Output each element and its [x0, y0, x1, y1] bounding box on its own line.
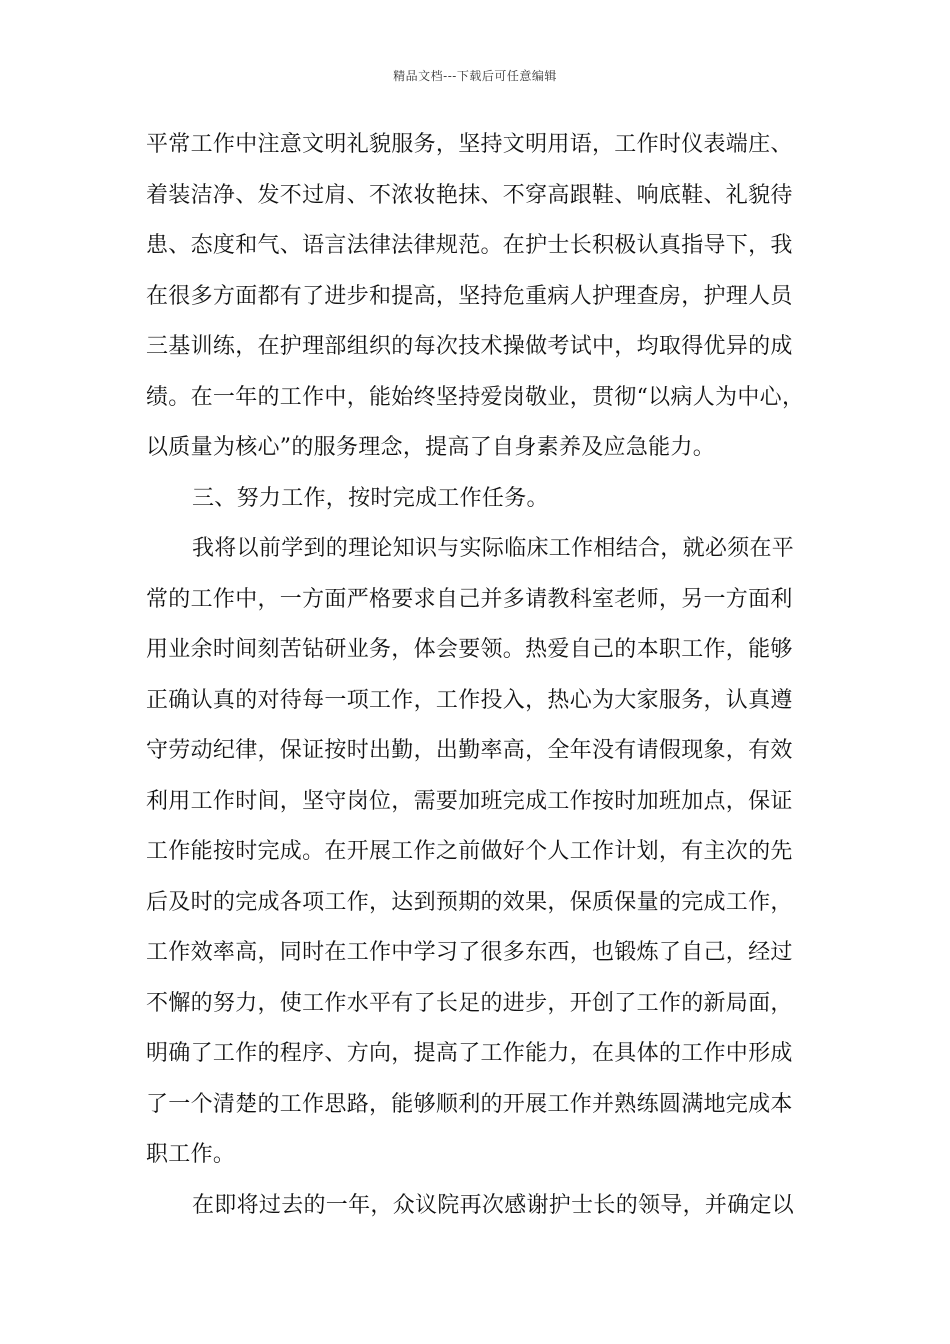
- text-line: 守劳动纪律，保证按时出勤，出勤率高，全年没有请假现象，有效: [146, 738, 793, 763]
- paragraph-first-line: 在即将过去的一年，众议院再次感谢护士长的领导，并确定以: [192, 1192, 795, 1218]
- text-line: 工作效率高，同时在工作中学习了很多东西，也锻炼了自己，经过: [146, 940, 793, 965]
- text-line: 后及时的完成各项工作，达到预期的效果，保质保量的完成工作，: [146, 889, 793, 915]
- text-line: 绩。在一年的工作中，能始终坚持爱岗敬业，贯彻“以病人为中心，: [146, 384, 805, 410]
- page-header: 精品文档---下载后可任意编辑: [393, 69, 557, 83]
- paragraph-first-line: 我将以前学到的理论知识与实际临床工作相结合，就必须在平: [192, 536, 795, 561]
- text-line: 着装洁净、发不过肩、不浓妆艳抹、不穿高跟鞋、响底鞋、礼貌待: [146, 182, 793, 208]
- text-line: 明确了工作的程序、方向，提高了工作能力，在具体的工作中形成: [146, 1041, 793, 1066]
- text-line: 工作能按时完成。在开展工作之前做好个人工作计划，有主次的先: [146, 839, 793, 864]
- text-line: 正确认真的对待每一项工作，工作投入，热心为大家服务，认真遵: [146, 687, 793, 713]
- text-line: 了一个清楚的工作思路，能够顺利的开展工作并熟练圆满地完成本: [146, 1091, 793, 1117]
- text-line: 职工作。: [146, 1142, 236, 1167]
- text-line: 在很多方面都有了进步和提高，坚持危重病人护理查房，护理人员: [146, 283, 793, 309]
- section-heading: 三、努力工作，按时完成工作任务。: [192, 485, 549, 511]
- text-line: 不懈的努力，使工作水平有了长足的进步，开创了工作的新局面，: [146, 990, 793, 1016]
- text-line: 利用工作时间，坚守岗位，需要加班完成工作按时加班加点，保证: [146, 788, 793, 814]
- text-line: 以质量为核心”的服务理念，提高了自身素养及应急能力。: [146, 435, 716, 460]
- text-line: 平常工作中注意文明礼貌服务，坚持文明用语，工作时仪表端庄、: [146, 132, 793, 157]
- text-line: 常的工作中，一方面严格要求自己并多请教科室老师，另一方面利: [146, 586, 793, 612]
- text-line: 患、态度和气、语言法律法律规范。在护士长积极认真指导下，我: [146, 233, 793, 258]
- document-body: [146, 130, 816, 1241]
- text-line: 三基训练，在护理部组织的每次技术操做考试中，均取得优异的成: [146, 334, 793, 359]
- text-line: 用业余时间刻苦钻研业务，体会要领。热爱自己的本职工作，能够: [146, 637, 793, 662]
